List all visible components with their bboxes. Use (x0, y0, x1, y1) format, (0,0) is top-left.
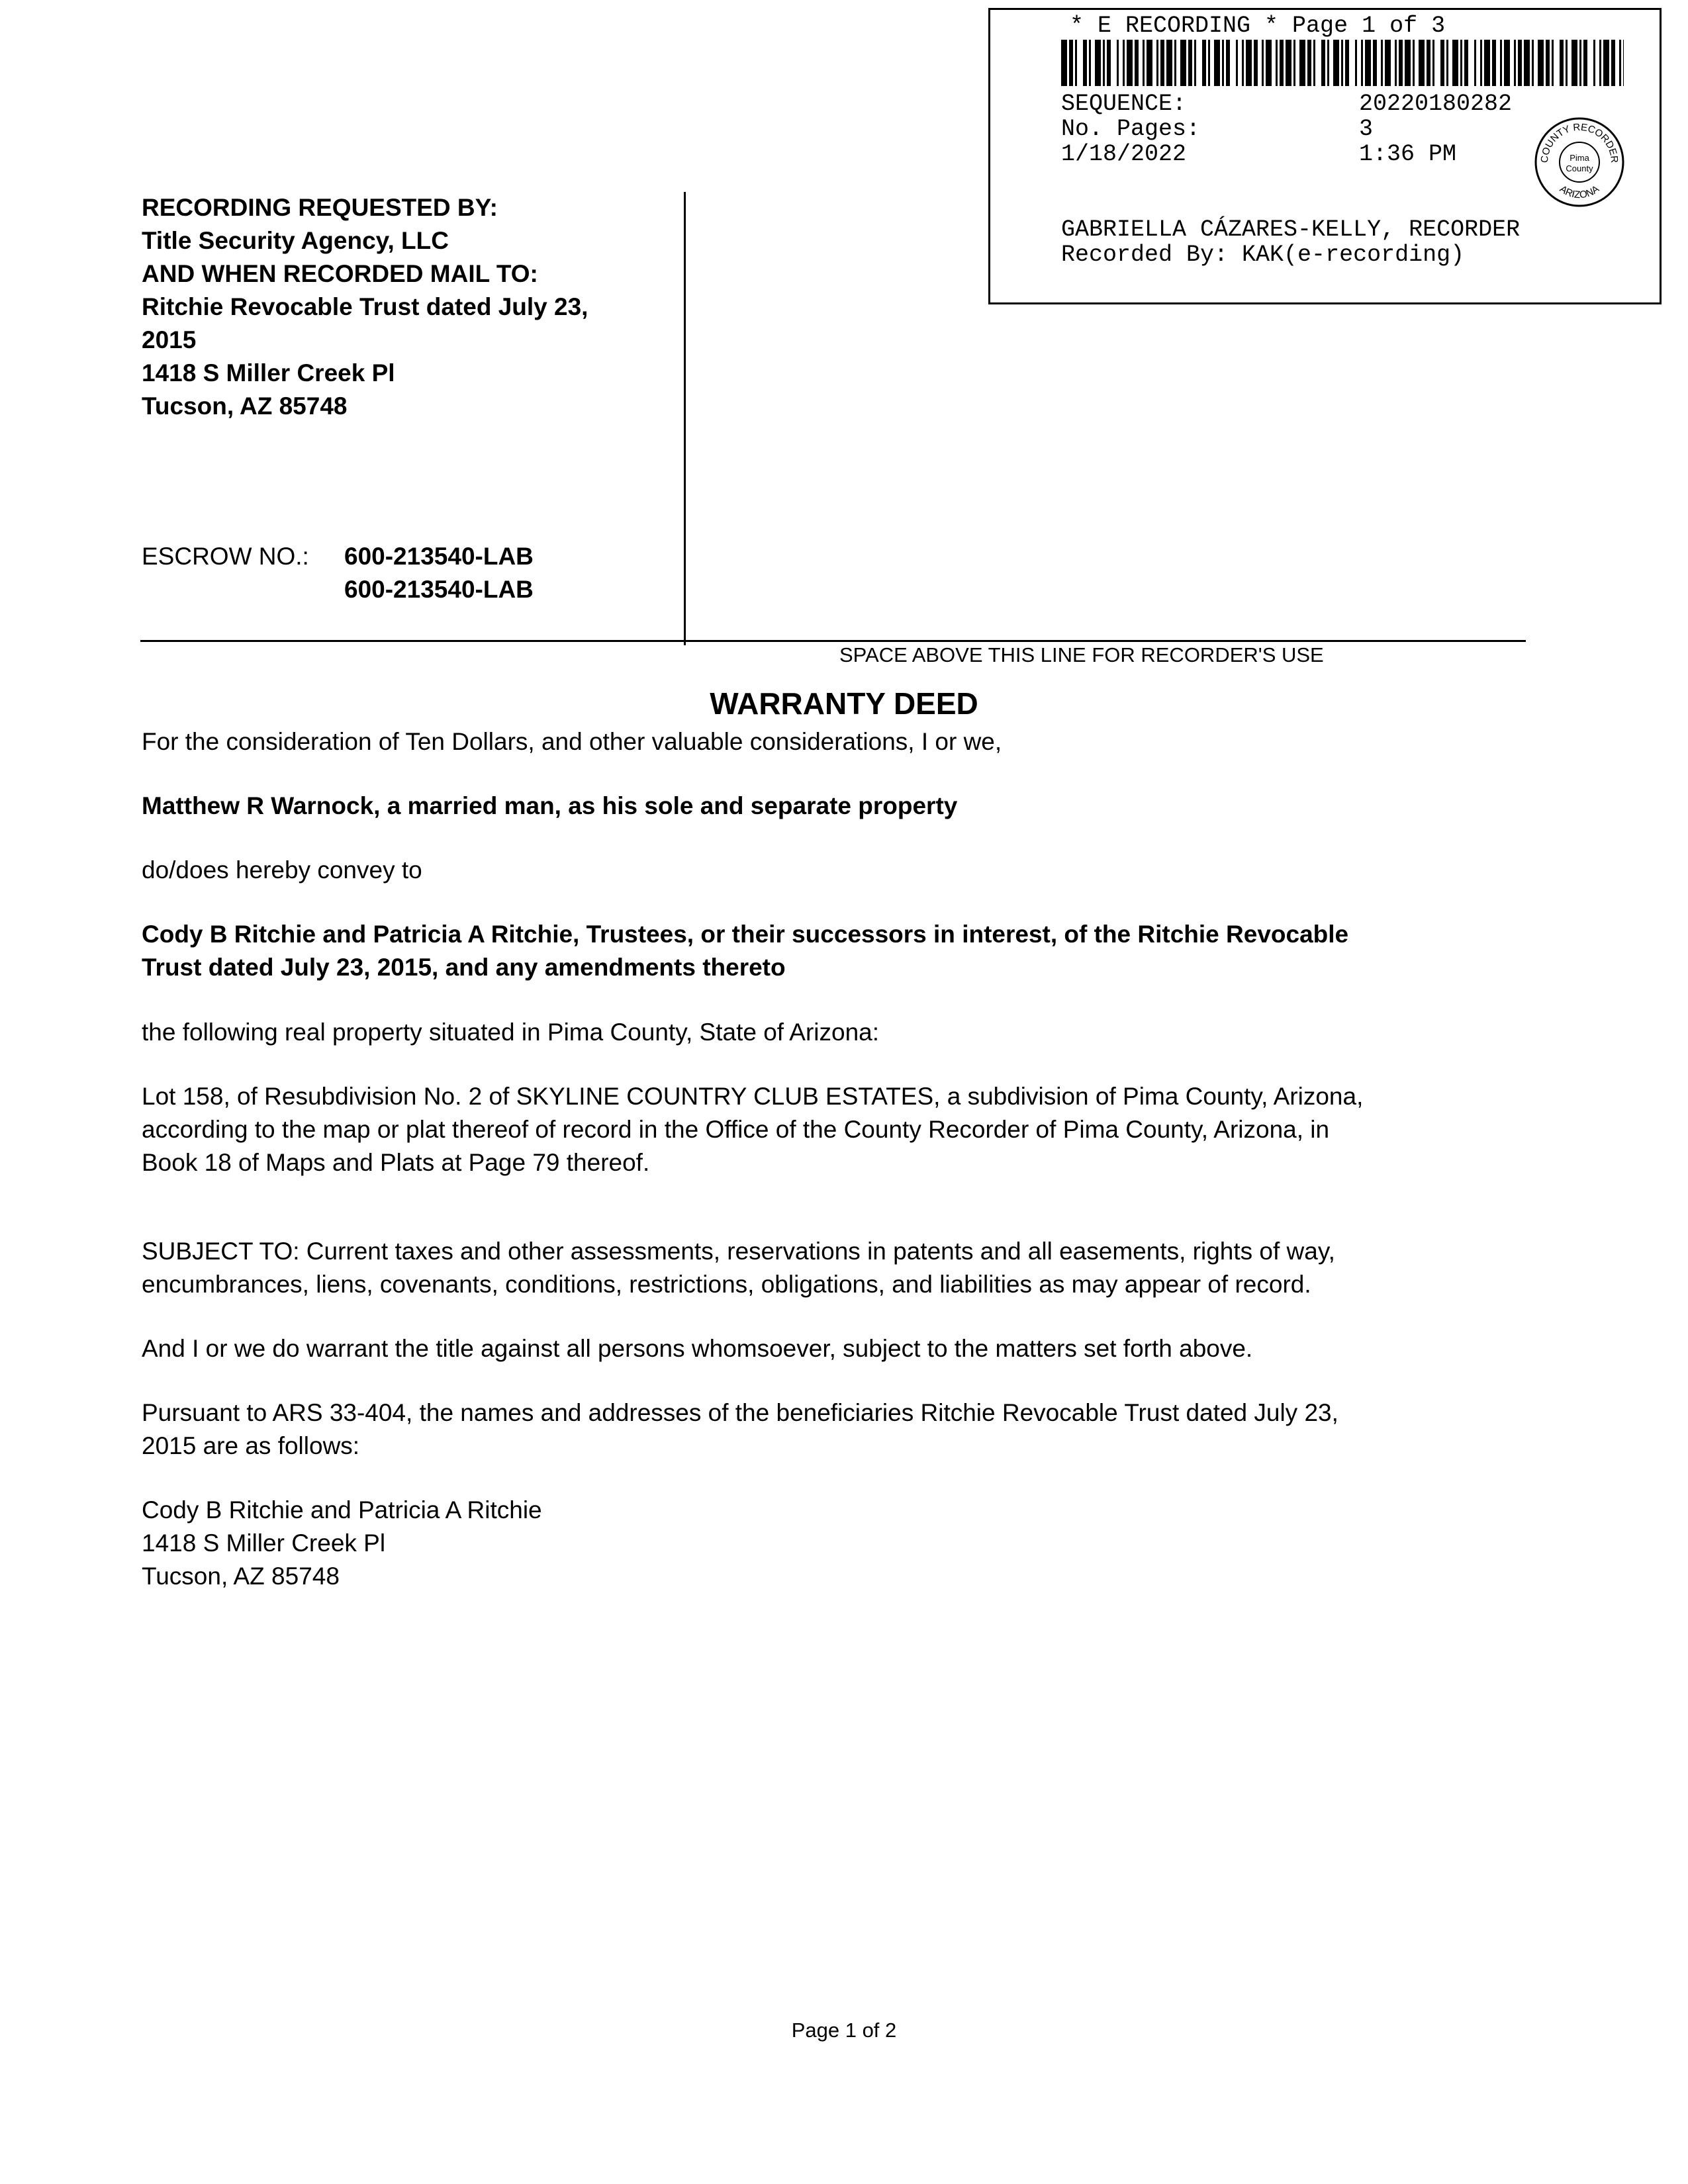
stamp-title: * E RECORDING * Page 1 of 3 (1070, 13, 1446, 39)
recorders-use-caption: SPACE ABOVE THIS LINE FOR RECORDER'S USE (839, 643, 1324, 666)
consideration-text: For the consideration of Ten Dollars, and other valuable considerations, I or we, (142, 728, 1002, 755)
seal-top-text: COUNTY RECORDER (1538, 121, 1620, 163)
requested-by-name: Title Security Agency, LLC (142, 227, 449, 254)
header-divider-vertical (684, 192, 686, 645)
mail-to-label: AND WHEN RECORDED MAIL TO: (142, 260, 538, 287)
seal-center-text-1: Pima (1570, 153, 1589, 163)
escrow-label: ESCROW NO.: (142, 543, 309, 570)
stamp-sequence-value: 20220180282 (1359, 91, 1513, 117)
mail-to-line2: 2015 (142, 326, 197, 353)
stamp-pages-value: 3 (1359, 116, 1374, 142)
grantee-line1: Cody B Ritchie and Patricia A Ritchie, Trustees, or their successors in interest, of the Ritchie Revocable (142, 921, 1349, 948)
escrow-value-1: 600-213540-LAB (344, 543, 534, 570)
legal-description-line2: according to the map or plat thereof of record in the Office of the County Recorder of Pima County, Arizona, in (142, 1116, 1330, 1143)
mail-to-line4: Tucson, AZ 85748 (142, 392, 348, 420)
beneficiary-line2: 1418 S Miller Creek Pl (142, 1529, 386, 1557)
recorder-use-line (140, 640, 1526, 642)
stamp-recorder: GABRIELLA CÁZARES-KELLY, RECORDER (1061, 216, 1521, 243)
legal-description-line1: Lot 158, of Resubdivision No. 2 of SKYLINE COUNTRY CLUB ESTATES, a subdivision of Pima County, Arizona, (142, 1083, 1364, 1110)
requested-by-label: RECORDING REQUESTED BY: (142, 194, 498, 221)
subject-to-line1: SUBJECT TO: Current taxes and other assessments, reservations in patents and all easements, rights of way, (142, 1238, 1335, 1265)
page-number: Page 1 of 2 (791, 2019, 897, 2042)
warrant-text: And I or we do warrant the title against all persons whomsoever, subject to the matters set forth above. (142, 1335, 1253, 1362)
beneficiary-line3: Tucson, AZ 85748 (142, 1563, 340, 1590)
legal-description-line3: Book 18 of Maps and Plats at Page 79 thereof. (142, 1149, 650, 1176)
stamp-sequence-label: SEQUENCE: (1061, 91, 1187, 117)
property-intro: the following real property situated in Pima County, State of Arizona: (142, 1019, 880, 1046)
grantor-text: Matthew R Warnock, a married man, as his sole and separate property (142, 792, 958, 819)
escrow-value-2: 600-213540-LAB (344, 576, 534, 603)
barcode-image (1061, 40, 1624, 86)
beneficiary-line1: Cody B Ritchie and Patricia A Ritchie (142, 1496, 542, 1524)
mail-to-line3: 1418 S Miller Creek Pl (142, 359, 395, 387)
pursuant-line1: Pursuant to ARS 33-404, the names and addresses of the beneficiaries Ritchie Revocable Trust dated July 23, (142, 1399, 1338, 1426)
pursuant-line2: 2015 are as follows: (142, 1432, 360, 1459)
recorder-stamp (988, 8, 1662, 304)
subject-to-line2: encumbrances, liens, covenants, conditions, restrictions, obligations, and liabilities as may appear of record. (142, 1271, 1311, 1298)
deed-title: WARRANTY DEED (710, 686, 978, 721)
stamp-date: 1/18/2022 (1061, 141, 1187, 167)
stamp-pages-label: No. Pages: (1061, 116, 1201, 142)
stamp-recorded-by: Recorded By: KAK(e-recording) (1061, 242, 1465, 268)
stamp-time: 1:36 PM (1359, 141, 1457, 167)
county-seal-icon (1533, 116, 1626, 208)
seal-center-text-2: County (1566, 163, 1593, 173)
svg-text:ARIZONA (1558, 183, 1601, 201)
convey-text: do/does hereby convey to (142, 856, 422, 884)
grantee-line2: Trust dated July 23, 2015, and any amendments thereto (142, 954, 786, 981)
seal-bottom-text: ARIZONA (1557, 183, 1602, 201)
mail-to-line1: Ritchie Revocable Trust dated July 23, (142, 293, 588, 320)
